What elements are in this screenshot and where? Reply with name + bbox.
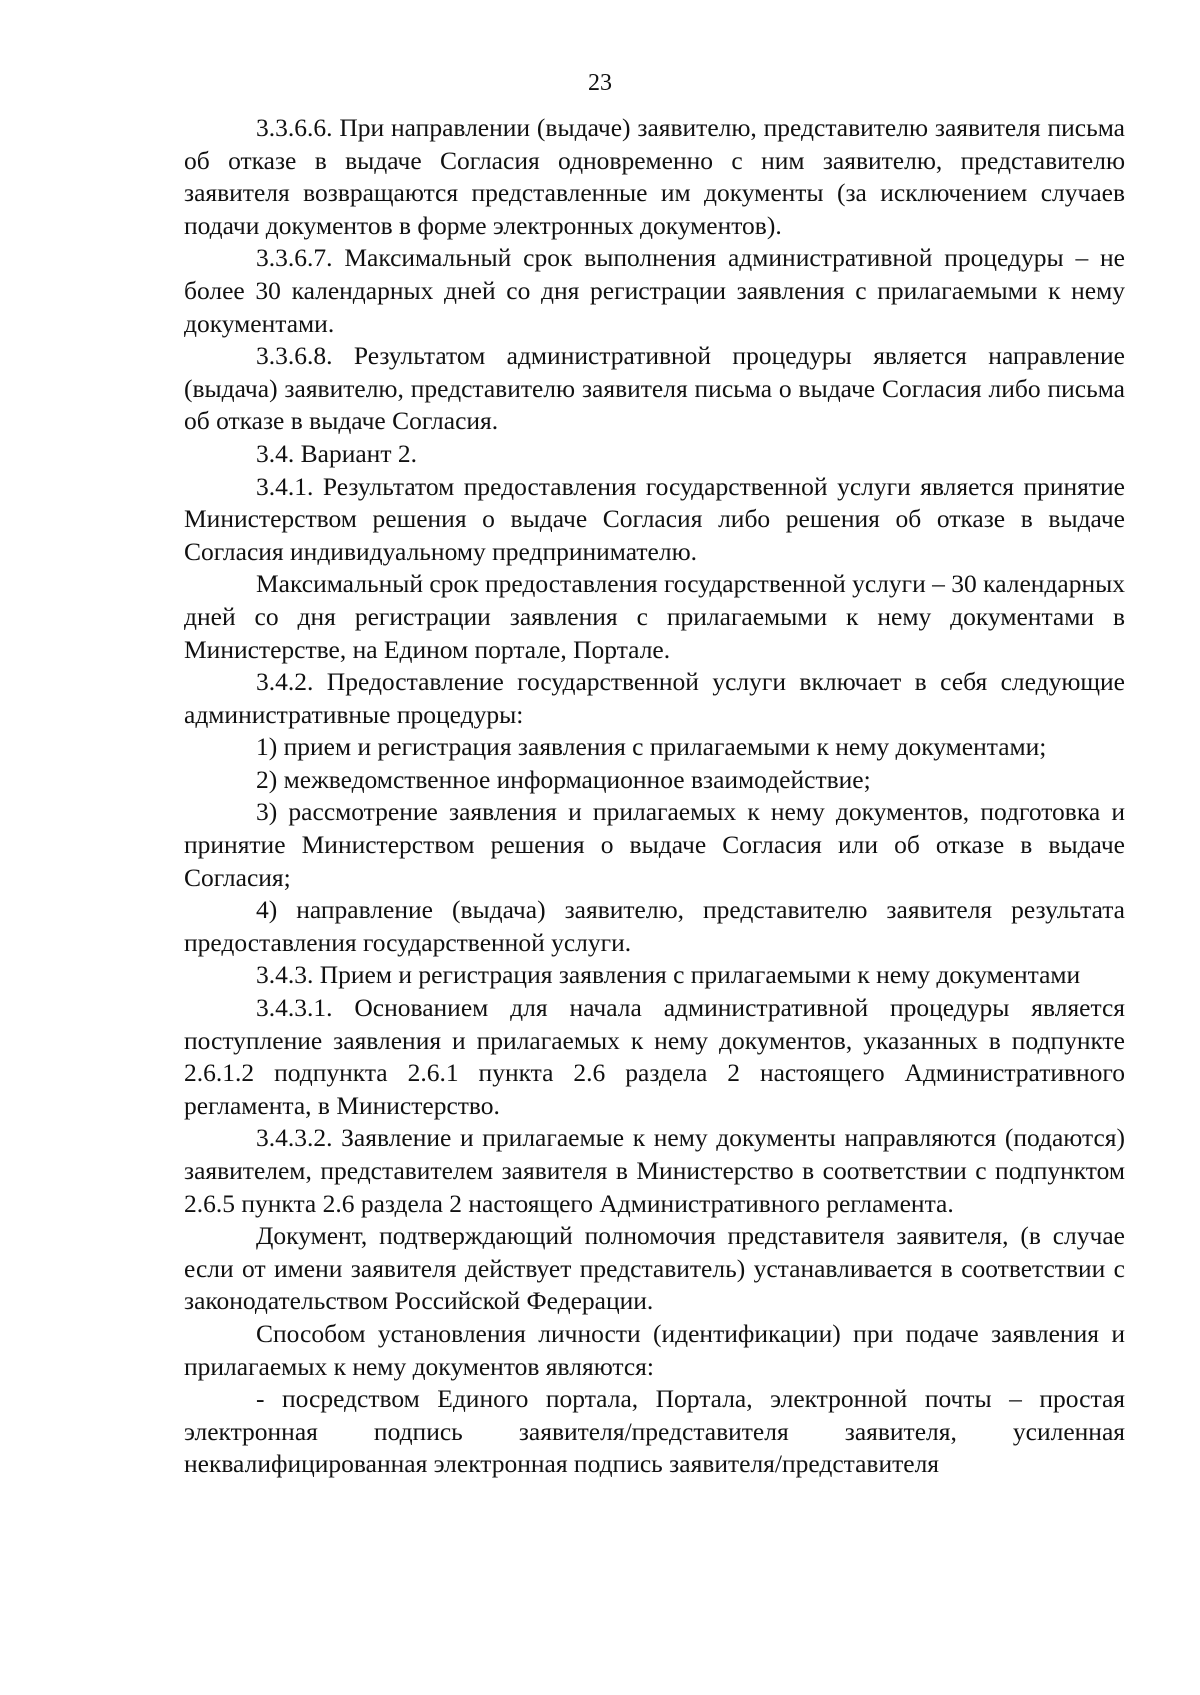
paragraph-electronic-signature: - посредством Единого портала, Портала, электронной почты – простая электронная подпись заявителя/представителя заявителя, усиленная неквалифицированная электронная подпись заявителя/представителя	[184, 1384, 1125, 1479]
paragraph-identification-method: Способом установления личности (идентификации) при подаче заявления и прилагаемых к нему документов являются:	[184, 1318, 1125, 1381]
paragraph-3-3-6-6: 3.3.6.6. При направлении (выдаче) заявителю, представителю заявителя письма об отказе в выдаче Согласия одновременно с ним заявителю, представителю заявителя возвращаются представленные им документы (за исключением случаев подачи документов в форме электронных документов).	[184, 113, 1125, 240]
paragraph-3-4-3: 3.4.3. Прием и регистрация заявления с прилагаемыми к нему документами	[256, 960, 1081, 990]
paragraph-3-4-3-2: 3.4.3.2. Заявление и прилагаемые к нему документы направляются (подаются) заявителем, представителем заявителя в Министерство в соответствии с подпунктом 2.6.5 пункта 2.6 раздела 2 настоящего Административного регламента.	[184, 1123, 1125, 1218]
paragraph-3-4-3-1: 3.4.3.1. Основанием для начала административной процедуры является поступление заявления и прилагаемых к нему документов, указанных в подпункте 2.6.1.2 подпункта 2.6.1 пункта 2.6 раздела 2 настоящего Административного регламента, в Министерство.	[184, 993, 1125, 1120]
list-item-1: 1) прием и регистрация заявления с прилагаемыми к нему документами;	[256, 732, 1047, 762]
list-item-4: 4) направление (выдача) заявителю, представителю заявителя результата предоставления государственной услуги.	[184, 895, 1125, 957]
page-number: 23	[588, 70, 612, 96]
paragraph-3-4-2: 3.4.2. Предоставление государственной услуги включает в себя следующие административные процедуры:	[184, 667, 1125, 729]
paragraph-max-term: Максимальный срок предоставления государственной услуги – 30 календарных дней со дня регистрации заявления с прилагаемыми к нему документами в Министерстве, на Едином портале, Портале.	[184, 569, 1125, 664]
paragraph-3-3-6-7: 3.3.6.7. Максимальный срок выполнения административной процедуры – не более 30 календарных дней со дня регистрации заявления с прилагаемыми к нему документами.	[184, 243, 1125, 338]
document-body	[184, 112, 1125, 1481]
section-heading-3-4: 3.4. Вариант 2.	[256, 438, 417, 468]
paragraph-3-4-1: 3.4.1. Результатом предоставления государственной услуги является принятие Министерством решения о выдаче Согласия либо решения об отказе в выдаче Согласия индивидуальному предпринимателю.	[184, 471, 1125, 566]
list-item-3: 3) рассмотрение заявления и прилагаемых к нему документов, подготовка и принятие Министерством решения о выдаче Согласия или об отказе в выдаче Согласия;	[184, 797, 1125, 892]
paragraph-3-3-6-8: 3.3.6.8. Результатом административной процедуры является направление (выдача) заявителю, представителю заявителя письма о выдаче Согласия либо письма об отказе в выдаче Согласия.	[184, 341, 1125, 436]
paragraph-representative-document: Документ, подтверждающий полномочия представителя заявителя, (в случае если от имени заявителя действует представитель) устанавливается в соответствии с законодательством Российской Федерации.	[184, 1221, 1125, 1316]
list-item-2: 2) межведомственное информационное взаимодействие;	[256, 764, 871, 794]
